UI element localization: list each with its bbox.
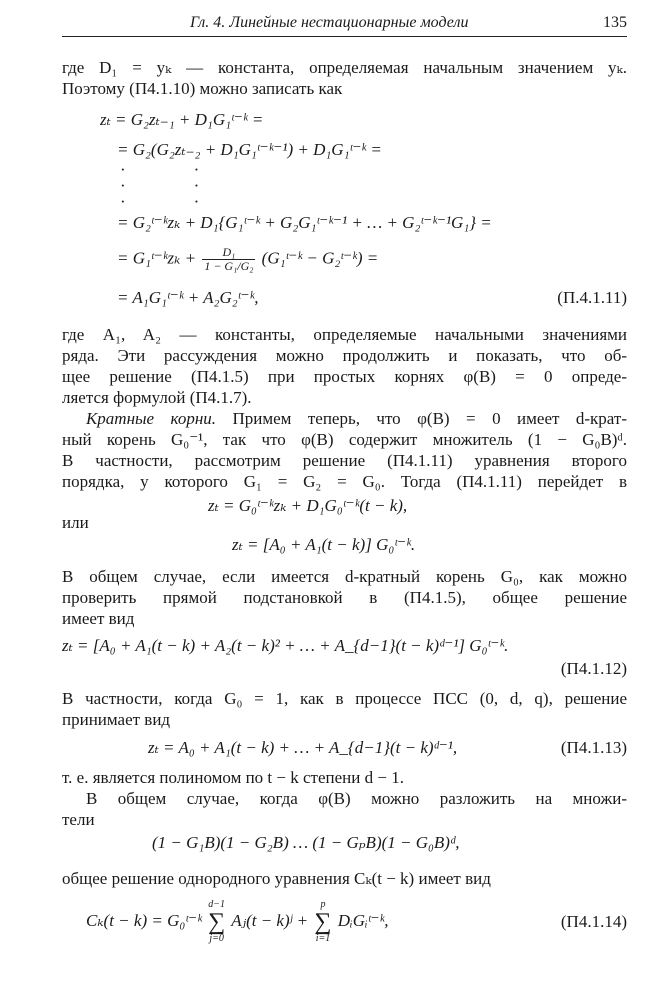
equation: [117, 246, 378, 273]
ellipsis-dots: · ·: [120, 192, 200, 211]
equation: (1 − G₁B)(1 − G₂B) … (1 − GₚB)(1 − G₀B)ᵈ,: [152, 833, 460, 852]
text-line: ряда. Эти рассуждения можно продолжить и показать, что об-: [62, 346, 627, 365]
equation-part: (G₁ᵗ⁻ᵏ − G₂ᵗ⁻ᵏ) =: [261, 248, 379, 268]
text-line: В частности, когда G₀ = 1, как в процессе ПСС (0, d, q), решение: [62, 689, 627, 708]
sum-upper-limit: p: [320, 899, 326, 910]
ellipsis-dots: · ·: [120, 160, 200, 179]
text-line: или: [62, 513, 89, 532]
ellipsis-dots: · ·: [120, 176, 200, 195]
text-line: В общем случае, если имеется d-кратный корень G₀, как можно: [62, 567, 627, 586]
text-line: т. е. является полиномом по t − k степени d − 1.: [62, 768, 404, 787]
text-line: В частности, рассмотрим решение (П4.1.11) уравнения второго: [62, 451, 627, 470]
text-line: общее решение однородного уравнения Cₖ(t − k) имеет вид: [62, 869, 491, 888]
equation-part: = G₁ᵗ⁻ᵏzₖ +: [117, 248, 197, 268]
italic-term: Кратные корни.: [86, 409, 216, 428]
fraction-denominator: 1 − G₁/G₂: [204, 259, 254, 274]
equation-part: Aⱼ(t − k)ʲ +: [231, 910, 309, 930]
chapter-title: Гл. 4. Линейные нестационарные модели: [190, 14, 469, 31]
equation: zₜ = G₀ᵗ⁻ᵏzₖ + D₁G₀ᵗ⁻ᵏ(t − k),: [208, 496, 408, 515]
summation: [208, 900, 225, 944]
equation: zₜ = G₂zₜ₋₁ + D₁G₁ᵗ⁻ᵏ =: [100, 110, 264, 129]
sigma-symbol: ∑: [314, 909, 332, 935]
equation-number: (П4.1.14): [560, 912, 627, 931]
equation-part: Cₖ(t − k) = G₀ᵗ⁻ᵏ: [86, 910, 202, 930]
text-line: порядка, у которого G₁ = G₂ = G₀. Тогда (П4.1.11) перейдет в: [62, 472, 627, 491]
equation: = G₂(G₂zₜ₋₂ + D₁G₁ᵗ⁻ᵏ⁻¹) + D₁G₁ᵗ⁻ᵏ =: [117, 140, 382, 159]
equation: = G₂ᵗ⁻ᵏzₖ + D₁{G₁ᵗ⁻ᵏ + G₂G₁ᵗ⁻ᵏ⁻¹ + … + G₂ᵗ⁻ᵏ⁻¹G₁} =: [117, 213, 492, 232]
text-line: Поэтому (П4.1.10) можно записать как: [62, 79, 343, 98]
equation-number: (П.4.1.11): [557, 288, 627, 307]
page-number: 135: [603, 14, 627, 31]
text-line: В общем случае, когда φ(B) можно разложить на множи-: [86, 789, 627, 808]
text-line: проверить прямой подстановкой в (П4.1.5), общее решение: [62, 588, 627, 607]
text-span: Примем теперь, что φ(B) = 0 имеет d-крат-: [216, 409, 627, 428]
summation: [314, 900, 331, 944]
sum-upper-limit: d−1: [208, 899, 226, 910]
equation: = A₁G₁ᵗ⁻ᵏ + A₂G₂ᵗ⁻ᵏ,: [117, 288, 259, 307]
text-line: принимает вид: [62, 710, 171, 729]
equation: zₜ = [A₀ + A₁(t − k) + A₂(t − k)² + … + A_{d−1}(t − k)ᵈ⁻¹] G₀ᵗ⁻ᵏ.: [62, 636, 509, 655]
equation-part: DᵢGᵢᵗ⁻ᵏ,: [337, 910, 389, 930]
text-line: имеет вид: [62, 609, 135, 628]
text-line: ляется формулой (П4.1.7).: [62, 388, 252, 407]
text-line: ный корень G₀⁻¹, так что φ(B) содержит множитель (1 − G₀B)ᵈ.: [62, 430, 627, 449]
sum-lower-limit: i=1: [315, 933, 331, 944]
running-header: [62, 10, 627, 37]
text-line: [62, 409, 627, 430]
text-line: тели: [62, 810, 95, 829]
equation: zₜ = A₀ + A₁(t − k) + … + A_{d−1}(t − k)ᵈ⁻¹,: [148, 738, 458, 757]
equation: [86, 900, 389, 944]
equation: zₜ = [A₀ + A₁(t − k)] G₀ᵗ⁻ᵏ.: [232, 535, 416, 554]
sigma-symbol: ∑: [208, 909, 226, 935]
sum-lower-limit: j=0: [209, 933, 224, 944]
equation-number: (П4.1.12): [560, 659, 627, 678]
text-line: где A₁, A₂ — константы, определяемые начальными значениями: [62, 325, 627, 344]
text-line: где D₁ = yₖ — константа, определяемая начальным значением yₖ.: [62, 58, 627, 77]
fraction: [202, 246, 255, 273]
fraction-numerator: D₁: [202, 246, 255, 260]
text-line: щее решение (П4.1.5) при простых корнях φ(B) = 0 опреде-: [62, 367, 627, 386]
equation-number: (П4.1.13): [560, 738, 627, 757]
